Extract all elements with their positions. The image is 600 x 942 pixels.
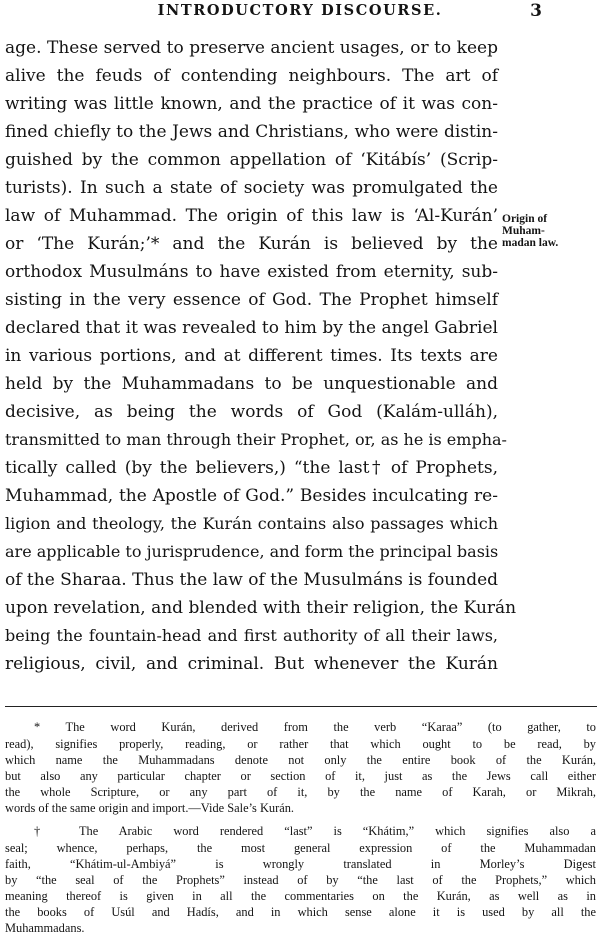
body-line: transmitted to man through their Prophet, or, as he is empha-: [5, 430, 507, 449]
body-line: law of Muhammad. The origin of this law is ‘Al-Kurán’: [5, 206, 498, 226]
footnote-line: seal; whence, perhaps, the most general expression of the Muhammadan: [5, 841, 596, 855]
body-line: tically called (by the believers,) “the last† of Prophets,: [5, 458, 498, 478]
body-line: are applicable to jurisprudence, and form the principal basis: [5, 542, 499, 561]
footnote-line: Muhammadans.: [5, 921, 85, 935]
body-line: religious, civil, and criminal. But whenever the Kurán: [5, 654, 498, 674]
body-line: being the fountain-head and first authority of all their laws,: [5, 626, 498, 645]
footnote-line: meaning thereof is given in all the commentaries on the Kurán, as well as in: [5, 889, 596, 903]
body-line: guished by the common appellation of ‘Kitábís’ (Scrip-: [5, 150, 498, 170]
body-line: decisive, as being the words of God (Kalám-ulláh),: [5, 402, 498, 422]
body-line: of the Sharaa. Thus the law of the Musulmáns is founded: [5, 570, 499, 590]
margin-note-line: Muham-: [502, 225, 545, 237]
running-head: INTRODUCTORY DISCOURSE.: [157, 2, 443, 19]
body-line: turists). In such a state of society was promulgated the: [5, 178, 498, 198]
footnote-line: the whole Scripture, or any part of it, by the name of Karah, or Mikrah,: [5, 785, 596, 799]
body-line: writing was little known, and the practice of it was con-: [5, 94, 498, 114]
body-line: alive the feuds of contending neighbours. The art of: [5, 66, 498, 86]
body-line: fined chiefly to the Jews and Christians, who were distin-: [5, 122, 498, 142]
footnote-line: by “the seal of the Prophets” instead of by “the last of the Prophets,” which: [5, 873, 596, 887]
body-line: age. These served to preserve ancient usages, or to keep: [5, 38, 498, 58]
body-line: or ‘The Kurán;’* and the Kurán is believed by the: [5, 234, 498, 254]
body-line: ligion and theology, the Kurán contains also passages which: [5, 514, 498, 533]
footnote-line: read), signifies properly, reading, or rather that which ought to be read, by: [5, 737, 596, 751]
footnote-line: faith, “Khátim-ul-Ambiyá” is wrongly translated in Morley’s Digest: [5, 857, 596, 871]
body-line: upon revelation, and blended with their religion, the Kurán: [5, 598, 517, 618]
page-number: 3: [530, 1, 542, 21]
body-line: orthodox Musulmáns to have existed from eternity, sub-: [5, 262, 498, 282]
margin-note-line: madan law.: [502, 237, 559, 249]
footnote-line: words of the same origin and import.—Vide Sale’s Kurán.: [5, 801, 295, 815]
footnote-line: the books of Usúl and Hadís, and in which sense alone it is used by all the: [5, 905, 596, 919]
margin-note-line: Origin of: [502, 213, 548, 225]
body-line: held by the Muhammadans to be unquestionable and: [5, 374, 498, 394]
body-line: declared that it was revealed to him by the angel Gabriel: [5, 318, 498, 338]
body-line: Muhammad, the Apostle of God.” Besides inculcating re-: [5, 486, 498, 506]
footnote-line: † The Arabic word rendered “last” is “Khátim,” which signifies also a: [34, 824, 596, 838]
footnote-line: but also any particular chapter or section of it, just as the Jews call either: [5, 769, 596, 783]
body-line: in various portions, and at different times. Its texts are: [5, 346, 498, 366]
footnote-line: * The word Kurán, derived from the verb “Karaa” (to gather, to: [34, 720, 596, 734]
footnote-divider: [5, 706, 597, 707]
footnote-line: which name the Muhammadans denote not only the entire book of the Kurán,: [5, 753, 596, 767]
body-line: sisting in the very essence of God. The Prophet himself: [5, 290, 498, 310]
page-header: [0, 2, 600, 24]
